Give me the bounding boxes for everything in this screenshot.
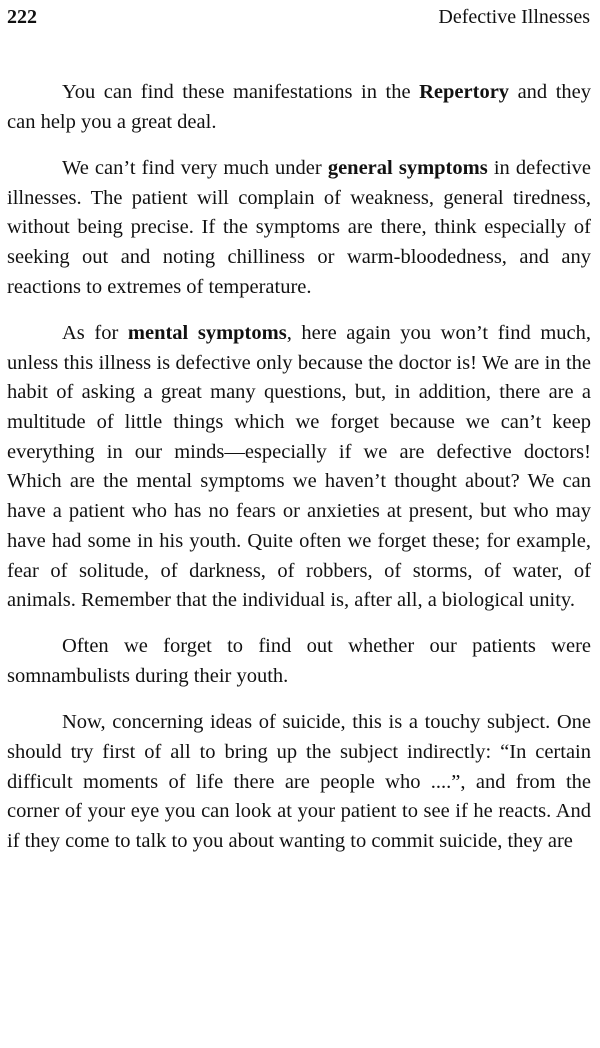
bold-term: Repertory xyxy=(419,81,510,103)
chapter-title: Defective Illnesses xyxy=(438,6,590,28)
paragraph xyxy=(7,708,591,857)
text-run: We can’t find very much under xyxy=(62,156,328,179)
text-run: Now, concerning ideas of suicide, this is a touchy subject. One should try first of all to bring up the subject indirectly: “In certain difficult moments of life there are people who ....”, and from the corner of your eye you can look at your patient to see if he reacts. And if they come to talk to you about wanting to commit suicide, they are xyxy=(7,711,591,853)
body-text xyxy=(7,78,591,873)
text-run: Often we forget to find out whether our patients were somnambulists during their youth. xyxy=(7,635,591,688)
text-run: As for xyxy=(62,321,128,344)
bold-term: general symptoms xyxy=(327,156,488,179)
paragraph xyxy=(7,632,591,691)
paragraph xyxy=(7,154,591,303)
text-run: You can find these manifestations in the xyxy=(62,81,420,103)
running-head xyxy=(7,4,590,30)
paragraph xyxy=(7,78,591,137)
text-run: and they can help you a great deal. xyxy=(7,81,591,133)
text-run: , here again you won’t find much, unless this illness is defective only because the doctor is! We are in the habit of asking a great many questions, but, in addition, there are a multitude of little things which we forget because we can’t keep everything in our minds—especially if we are defective doctors! Which are the mental symptoms we haven’t thought about? We can have a patient who has no fears or anxieties at present, but who may have had some in his youth. Quite often we forget these; for example, fear of solitude, of darkness, of robbers, of storms, of water, of animals. Remember that the individual is, after all, a biological unity. xyxy=(7,321,591,612)
bold-term: mental symptoms xyxy=(127,321,287,344)
page-number: 222 xyxy=(7,6,37,28)
text-run: in defective illnesses. The patient will complain of weakness, general tiredness, without being precise. If the symptoms are there, think especially of seeking out and noting chilliness or warm-bloodedness, and any reactions to extremes of temperature. xyxy=(7,156,591,298)
paragraph xyxy=(7,319,591,616)
